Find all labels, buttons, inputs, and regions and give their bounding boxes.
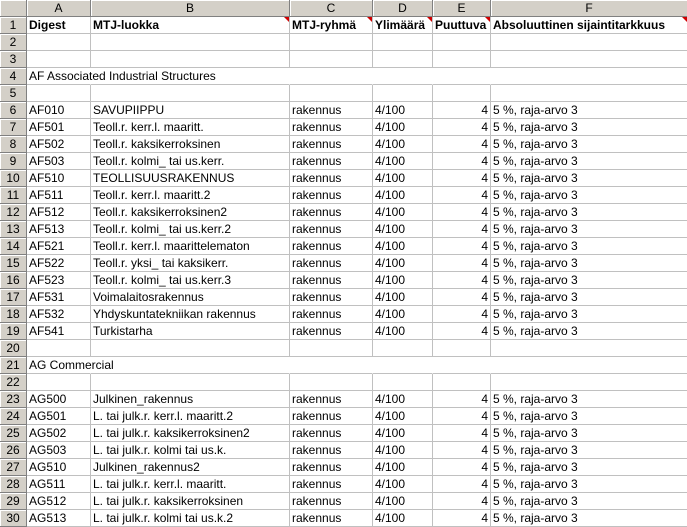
comment-indicator-icon[interactable] xyxy=(427,17,432,22)
cell-c6[interactable]: rakennus xyxy=(290,102,373,119)
cell-b24[interactable]: L. tai julk.r. kerr.l. maaritt.2 xyxy=(91,408,290,425)
cell-b18[interactable]: Yhdyskuntatekniikan rakennus xyxy=(91,306,290,323)
cell-f3[interactable] xyxy=(491,51,687,68)
cell-b5[interactable] xyxy=(91,85,290,102)
cell-c10[interactable]: rakennus xyxy=(290,170,373,187)
row-header[interactable]: 7 xyxy=(0,119,27,136)
comment-indicator-icon[interactable] xyxy=(367,17,372,22)
cell-b9[interactable]: Teoll.r. kolmi_ tai us.kerr. xyxy=(91,153,290,170)
cell-a13[interactable]: AF513 xyxy=(27,221,91,238)
cell-f6[interactable]: 5 %, raja-arvo 3 xyxy=(491,102,687,119)
cell-f11[interactable]: 5 %, raja-arvo 3 xyxy=(491,187,687,204)
cell-d25[interactable]: 4/100 xyxy=(373,425,433,442)
cell-a28[interactable]: AG511 xyxy=(27,476,91,493)
cell-e7[interactable]: 4 xyxy=(433,119,491,136)
cell-a15[interactable]: AF522 xyxy=(27,255,91,272)
comment-indicator-icon[interactable] xyxy=(284,17,289,22)
cell-b11[interactable]: Teoll.r. kerr.l. maaritt.2 xyxy=(91,187,290,204)
cell-e22[interactable] xyxy=(433,374,491,391)
cell-d19[interactable]: 4/100 xyxy=(373,323,433,340)
cell-c11[interactable]: rakennus xyxy=(290,187,373,204)
cell-c13[interactable]: rakennus xyxy=(290,221,373,238)
cell-b13[interactable]: Teoll.r. kolmi_ tai us.kerr.2 xyxy=(91,221,290,238)
column-header-c[interactable]: C xyxy=(290,0,373,17)
cell-e1[interactable]: Puuttuva xyxy=(433,17,491,34)
cell-f29[interactable]: 5 %, raja-arvo 3 xyxy=(491,493,687,510)
select-all-corner[interactable] xyxy=(0,0,27,17)
row-header[interactable]: 23 xyxy=(0,391,27,408)
cell-a29[interactable]: AG512 xyxy=(27,493,91,510)
cell-c21[interactable] xyxy=(290,357,373,374)
cell-a17[interactable]: AF531 xyxy=(27,289,91,306)
cell-a30[interactable]: AG513 xyxy=(27,510,91,527)
row-header[interactable]: 19 xyxy=(0,323,27,340)
row-header[interactable]: 28 xyxy=(0,476,27,493)
cell-f4[interactable] xyxy=(491,68,687,85)
cell-a11[interactable]: AF511 xyxy=(27,187,91,204)
cell-d10[interactable]: 4/100 xyxy=(373,170,433,187)
cell-b25[interactable]: L. tai julk.r. kaksikerroksinen2 xyxy=(91,425,290,442)
row-header[interactable]: 15 xyxy=(0,255,27,272)
cell-a24[interactable]: AG501 xyxy=(27,408,91,425)
cell-d22[interactable] xyxy=(373,374,433,391)
row-header[interactable]: 8 xyxy=(0,136,27,153)
row-header[interactable]: 20 xyxy=(0,340,27,357)
cell-c12[interactable]: rakennus xyxy=(290,204,373,221)
row-header[interactable]: 22 xyxy=(0,374,27,391)
row-header[interactable]: 13 xyxy=(0,221,27,238)
cell-c3[interactable] xyxy=(290,51,373,68)
cell-c19[interactable]: rakennus xyxy=(290,323,373,340)
cell-d7[interactable]: 4/100 xyxy=(373,119,433,136)
row-header[interactable]: 12 xyxy=(0,204,27,221)
row-header[interactable]: 1 xyxy=(0,17,27,34)
row-header[interactable]: 3 xyxy=(0,51,27,68)
cell-c9[interactable]: rakennus xyxy=(290,153,373,170)
cell-c14[interactable]: rakennus xyxy=(290,238,373,255)
cell-b8[interactable]: Teoll.r. kaksikerroksinen xyxy=(91,136,290,153)
cell-f8[interactable]: 5 %, raja-arvo 3 xyxy=(491,136,687,153)
cell-f30[interactable]: 5 %, raja-arvo 3 xyxy=(491,510,687,527)
cell-d13[interactable]: 4/100 xyxy=(373,221,433,238)
comment-indicator-icon[interactable] xyxy=(682,17,687,22)
cell-e25[interactable]: 4 xyxy=(433,425,491,442)
cell-a8[interactable]: AF502 xyxy=(27,136,91,153)
column-header-b[interactable]: B xyxy=(91,0,290,17)
cell-f16[interactable]: 5 %, raja-arvo 3 xyxy=(491,272,687,289)
cell-f7[interactable]: 5 %, raja-arvo 3 xyxy=(491,119,687,136)
cell-c28[interactable]: rakennus xyxy=(290,476,373,493)
cell-a7[interactable]: AF501 xyxy=(27,119,91,136)
cell-e8[interactable]: 4 xyxy=(433,136,491,153)
cell-f14[interactable]: 5 %, raja-arvo 3 xyxy=(491,238,687,255)
row-header[interactable]: 26 xyxy=(0,442,27,459)
cell-e20[interactable] xyxy=(433,340,491,357)
cell-d15[interactable]: 4/100 xyxy=(373,255,433,272)
cell-d14[interactable]: 4/100 xyxy=(373,238,433,255)
cell-a10[interactable]: AF510 xyxy=(27,170,91,187)
cell-f12[interactable]: 5 %, raja-arvo 3 xyxy=(491,204,687,221)
cell-a1[interactable]: Digest xyxy=(27,17,91,34)
cell-f23[interactable]: 5 %, raja-arvo 3 xyxy=(491,391,687,408)
cell-e14[interactable]: 4 xyxy=(433,238,491,255)
cell-b27[interactable]: Julkinen_rakennus2 xyxy=(91,459,290,476)
cell-e3[interactable] xyxy=(433,51,491,68)
cell-d24[interactable]: 4/100 xyxy=(373,408,433,425)
cell-d1[interactable]: Ylimäärä xyxy=(373,17,433,34)
cell-b20[interactable] xyxy=(91,340,290,357)
cell-e24[interactable]: 4 xyxy=(433,408,491,425)
cell-b1[interactable]: MTJ-luokka xyxy=(91,17,290,34)
cell-c7[interactable]: rakennus xyxy=(290,119,373,136)
cell-b23[interactable]: Julkinen_rakennus xyxy=(91,391,290,408)
cell-b4[interactable] xyxy=(91,68,290,85)
cell-c5[interactable] xyxy=(290,85,373,102)
cell-e19[interactable]: 4 xyxy=(433,323,491,340)
cell-b16[interactable]: Teoll.r. kolmi_ tai us.kerr.3 xyxy=(91,272,290,289)
cell-b7[interactable]: Teoll.r. kerr.l. maaritt. xyxy=(91,119,290,136)
comment-indicator-icon[interactable] xyxy=(485,17,490,22)
cell-c15[interactable]: rakennus xyxy=(290,255,373,272)
column-header-e[interactable]: E xyxy=(433,0,491,17)
row-header[interactable]: 9 xyxy=(0,153,27,170)
cell-f1[interactable]: Absoluuttinen sijaintitarkkuus xyxy=(491,17,687,34)
cell-e27[interactable]: 4 xyxy=(433,459,491,476)
cell-b29[interactable]: L. tai julk.r. kaksikerroksinen xyxy=(91,493,290,510)
cell-b22[interactable] xyxy=(91,374,290,391)
cell-d5[interactable] xyxy=(373,85,433,102)
cell-d17[interactable]: 4/100 xyxy=(373,289,433,306)
cell-d28[interactable]: 4/100 xyxy=(373,476,433,493)
cell-e23[interactable]: 4 xyxy=(433,391,491,408)
cell-c20[interactable] xyxy=(290,340,373,357)
cell-a5[interactable] xyxy=(27,85,91,102)
row-header[interactable]: 27 xyxy=(0,459,27,476)
cell-a16[interactable]: AF523 xyxy=(27,272,91,289)
cell-c8[interactable]: rakennus xyxy=(290,136,373,153)
cell-b10[interactable]: TEOLLISUUSRAKENNUS xyxy=(91,170,290,187)
cell-d21[interactable] xyxy=(373,357,433,374)
row-header[interactable]: 2 xyxy=(0,34,27,51)
cell-e21[interactable] xyxy=(433,357,491,374)
cell-d9[interactable]: 4/100 xyxy=(373,153,433,170)
cell-a18[interactable]: AF532 xyxy=(27,306,91,323)
row-header[interactable]: 24 xyxy=(0,408,27,425)
cell-e13[interactable]: 4 xyxy=(433,221,491,238)
cell-f5[interactable] xyxy=(491,85,687,102)
cell-b26[interactable]: L. tai julk.r. kolmi tai us.k. xyxy=(91,442,290,459)
row-header[interactable]: 14 xyxy=(0,238,27,255)
cell-b6[interactable]: SAVUPIIPPU xyxy=(91,102,290,119)
cell-d12[interactable]: 4/100 xyxy=(373,204,433,221)
cell-e15[interactable]: 4 xyxy=(433,255,491,272)
cell-f18[interactable]: 5 %, raja-arvo 3 xyxy=(491,306,687,323)
cell-f19[interactable]: 5 %, raja-arvo 3 xyxy=(491,323,687,340)
row-header[interactable]: 5 xyxy=(0,85,27,102)
cell-f20[interactable] xyxy=(491,340,687,357)
cell-c24[interactable]: rakennus xyxy=(290,408,373,425)
cell-f15[interactable]: 5 %, raja-arvo 3 xyxy=(491,255,687,272)
row-header[interactable]: 29 xyxy=(0,493,27,510)
cell-c30[interactable]: rakennus xyxy=(290,510,373,527)
cell-c2[interactable] xyxy=(290,34,373,51)
cell-f26[interactable]: 5 %, raja-arvo 3 xyxy=(491,442,687,459)
cell-f9[interactable]: 5 %, raja-arvo 3 xyxy=(491,153,687,170)
cell-a20[interactable] xyxy=(27,340,91,357)
cell-d11[interactable]: 4/100 xyxy=(373,187,433,204)
cell-d8[interactable]: 4/100 xyxy=(373,136,433,153)
cell-a6[interactable]: AF010 xyxy=(27,102,91,119)
cell-a27[interactable]: AG510 xyxy=(27,459,91,476)
cell-f27[interactable]: 5 %, raja-arvo 3 xyxy=(491,459,687,476)
cell-e5[interactable] xyxy=(433,85,491,102)
cell-d29[interactable]: 4/100 xyxy=(373,493,433,510)
cell-b21[interactable] xyxy=(91,357,290,374)
cell-f2[interactable] xyxy=(491,34,687,51)
cell-f10[interactable]: 5 %, raja-arvo 3 xyxy=(491,170,687,187)
cell-f28[interactable]: 5 %, raja-arvo 3 xyxy=(491,476,687,493)
cell-e4[interactable] xyxy=(433,68,491,85)
row-header[interactable]: 18 xyxy=(0,306,27,323)
cell-d23[interactable]: 4/100 xyxy=(373,391,433,408)
cell-b3[interactable] xyxy=(91,51,290,68)
cell-f17[interactable]: 5 %, raja-arvo 3 xyxy=(491,289,687,306)
cell-e16[interactable]: 4 xyxy=(433,272,491,289)
section-title[interactable]: AG Commercial xyxy=(29,358,114,372)
row-header[interactable]: 4 xyxy=(0,68,27,85)
cell-e10[interactable]: 4 xyxy=(433,170,491,187)
row-header[interactable]: 11 xyxy=(0,187,27,204)
row-header[interactable]: 10 xyxy=(0,170,27,187)
cell-c29[interactable]: rakennus xyxy=(290,493,373,510)
cell-c22[interactable] xyxy=(290,374,373,391)
cell-c25[interactable]: rakennus xyxy=(290,425,373,442)
row-header[interactable]: 25 xyxy=(0,425,27,442)
cell-e26[interactable]: 4 xyxy=(433,442,491,459)
cell-d6[interactable]: 4/100 xyxy=(373,102,433,119)
cell-f13[interactable]: 5 %, raja-arvo 3 xyxy=(491,221,687,238)
cell-b19[interactable]: Turkistarha xyxy=(91,323,290,340)
cell-b2[interactable] xyxy=(91,34,290,51)
cell-e28[interactable]: 4 xyxy=(433,476,491,493)
cell-e9[interactable]: 4 xyxy=(433,153,491,170)
cell-e11[interactable]: 4 xyxy=(433,187,491,204)
cell-e18[interactable]: 4 xyxy=(433,306,491,323)
cell-d27[interactable]: 4/100 xyxy=(373,459,433,476)
cell-e29[interactable]: 4 xyxy=(433,493,491,510)
cell-d20[interactable] xyxy=(373,340,433,357)
row-header[interactable]: 17 xyxy=(0,289,27,306)
cell-b17[interactable]: Voimalaitosrakennus xyxy=(91,289,290,306)
cell-d16[interactable]: 4/100 xyxy=(373,272,433,289)
column-header-a[interactable]: A xyxy=(27,0,91,17)
cell-e6[interactable]: 4 xyxy=(433,102,491,119)
cell-d30[interactable]: 4/100 xyxy=(373,510,433,527)
cell-d2[interactable] xyxy=(373,34,433,51)
cell-a26[interactable]: AG503 xyxy=(27,442,91,459)
cell-c16[interactable]: rakennus xyxy=(290,272,373,289)
cell-b12[interactable]: Teoll.r. kaksikerroksinen2 xyxy=(91,204,290,221)
column-header-d[interactable]: D xyxy=(373,0,433,17)
cell-a12[interactable]: AF512 xyxy=(27,204,91,221)
cell-f22[interactable] xyxy=(491,374,687,391)
cell-a3[interactable] xyxy=(27,51,91,68)
cell-a14[interactable]: AF521 xyxy=(27,238,91,255)
cell-a9[interactable]: AF503 xyxy=(27,153,91,170)
cell-a23[interactable]: AG500 xyxy=(27,391,91,408)
cell-e2[interactable] xyxy=(433,34,491,51)
cell-c27[interactable]: rakennus xyxy=(290,459,373,476)
row-header[interactable]: 16 xyxy=(0,272,27,289)
cell-e30[interactable]: 4 xyxy=(433,510,491,527)
section-title[interactable]: AF Associated Industrial Structures xyxy=(29,69,216,83)
row-header[interactable]: 6 xyxy=(0,102,27,119)
cell-b30[interactable]: L. tai julk.r. kolmi tai us.k.2 xyxy=(91,510,290,527)
cell-a2[interactable] xyxy=(27,34,91,51)
cell-c4[interactable] xyxy=(290,68,373,85)
cell-d4[interactable] xyxy=(373,68,433,85)
cell-c26[interactable]: rakennus xyxy=(290,442,373,459)
cell-f21[interactable] xyxy=(491,357,687,374)
cell-c23[interactable]: rakennus xyxy=(290,391,373,408)
cell-c17[interactable]: rakennus xyxy=(290,289,373,306)
cell-f25[interactable]: 5 %, raja-arvo 3 xyxy=(491,425,687,442)
cell-c1[interactable]: MTJ-ryhmä xyxy=(290,17,373,34)
cell-b15[interactable]: Teoll.r. yksi_ tai kaksikerr. xyxy=(91,255,290,272)
cell-d3[interactable] xyxy=(373,51,433,68)
cell-b28[interactable]: L. tai julk.r. kerr.l. maaritt. xyxy=(91,476,290,493)
cell-d26[interactable]: 4/100 xyxy=(373,442,433,459)
cell-b14[interactable]: Teoll.r. kerr.l. maarittelematon xyxy=(91,238,290,255)
cell-a25[interactable]: AG502 xyxy=(27,425,91,442)
cell-d18[interactable]: 4/100 xyxy=(373,306,433,323)
cell-f24[interactable]: 5 %, raja-arvo 3 xyxy=(491,408,687,425)
cell-e17[interactable]: 4 xyxy=(433,289,491,306)
column-header-f[interactable]: F xyxy=(491,0,687,17)
cell-e12[interactable]: 4 xyxy=(433,204,491,221)
cell-c18[interactable]: rakennus xyxy=(290,306,373,323)
cell-a22[interactable] xyxy=(27,374,91,391)
row-header[interactable]: 30 xyxy=(0,510,27,527)
row-header[interactable]: 21 xyxy=(0,357,27,374)
cell-a19[interactable]: AF541 xyxy=(27,323,91,340)
